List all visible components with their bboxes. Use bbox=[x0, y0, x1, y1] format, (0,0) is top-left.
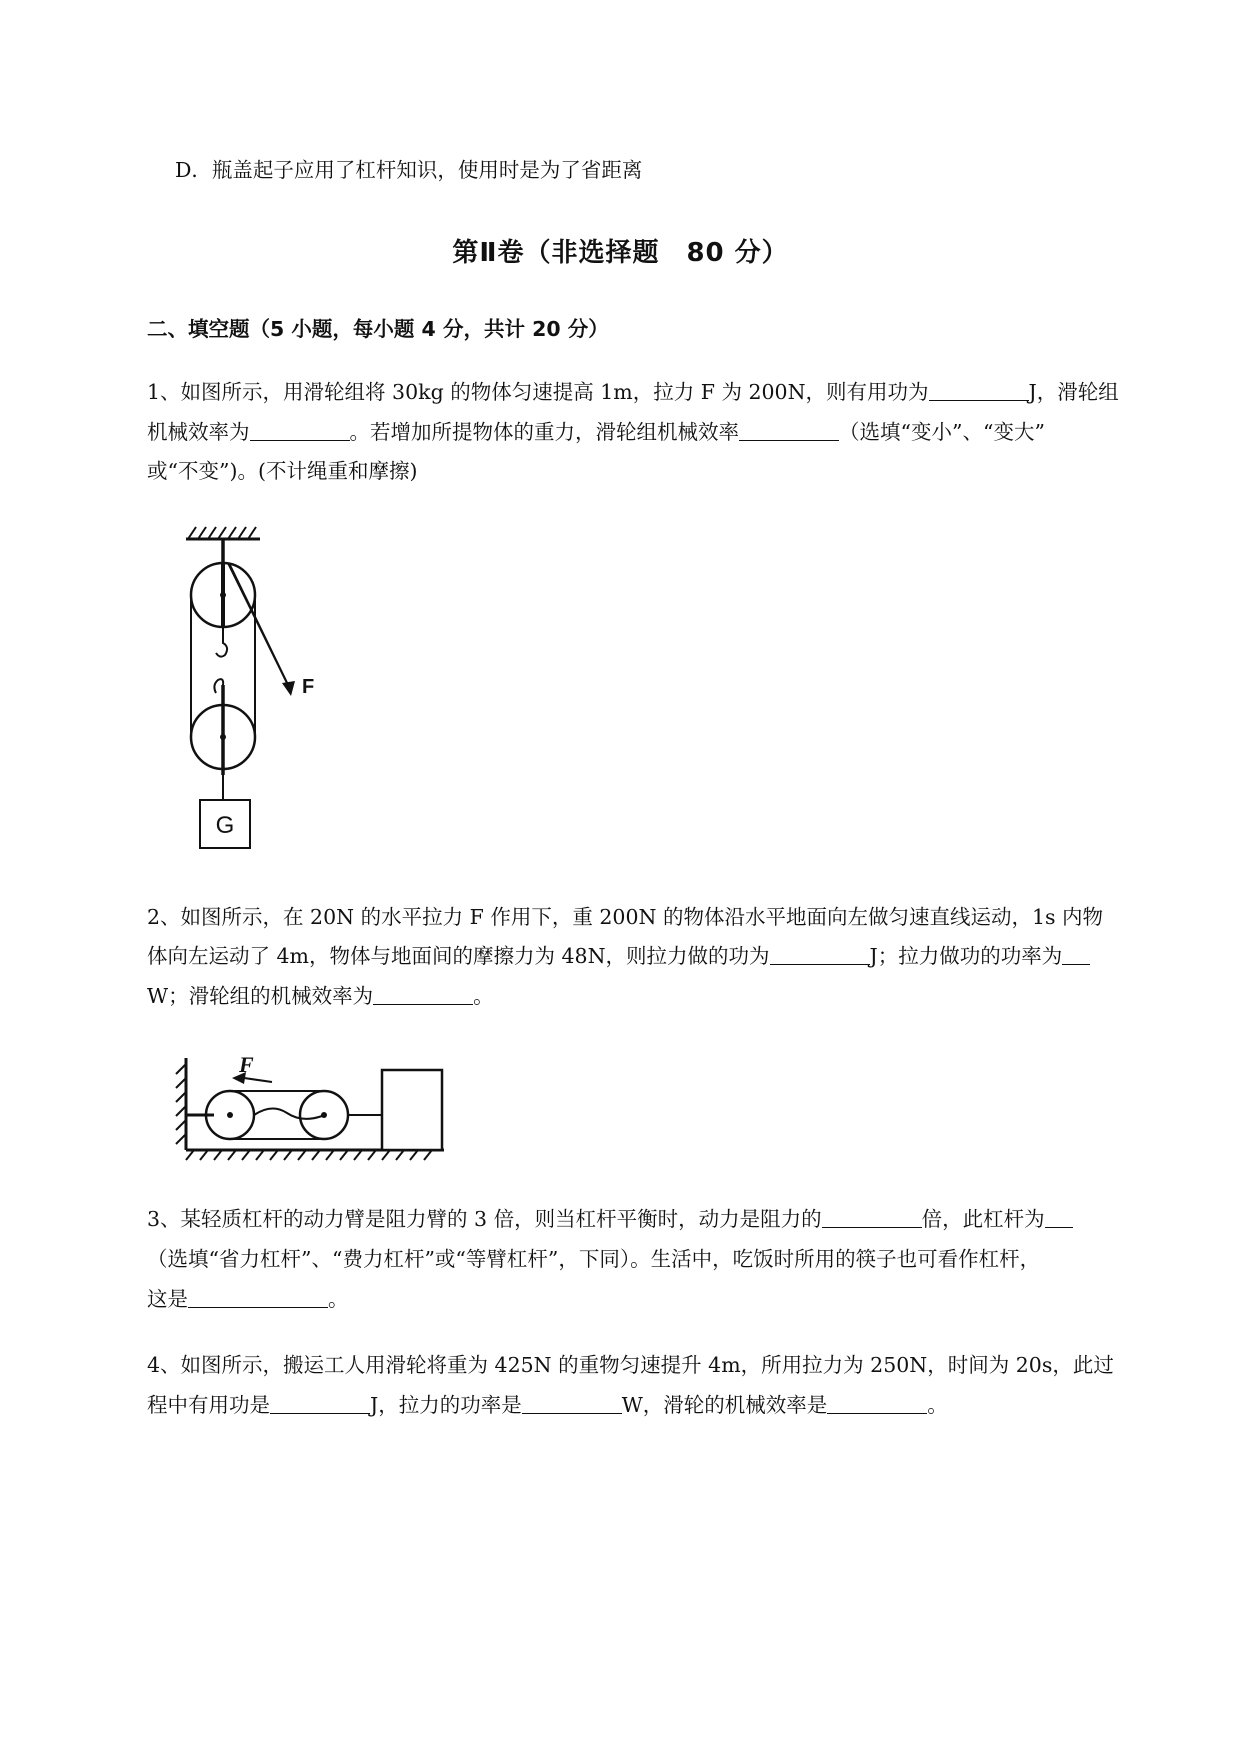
answer-blank[interactable] bbox=[822, 1205, 922, 1228]
q1-text: 机械效率为 bbox=[147, 420, 250, 444]
q1-text: 。若增加所提物体的重力，滑轮组机械效率 bbox=[349, 420, 739, 444]
weight-label: G bbox=[215, 812, 235, 839]
q1-line-3: 或“不变”)。(不计绳重和摩擦) bbox=[147, 459, 418, 483]
option-d: D．瓶盖起子应用了杠杆知识，使用时是为了省距离 bbox=[175, 158, 643, 182]
q2-text: 。 bbox=[473, 984, 494, 1008]
q2-text: J；拉力做功的功率为 bbox=[869, 944, 1063, 968]
horizontal-pulley-figure bbox=[172, 1048, 450, 1166]
answer-blank[interactable] bbox=[250, 418, 350, 441]
answer-blank[interactable] bbox=[1062, 942, 1090, 965]
q2-text: 体向左运动了 4m，物体与地面间的摩擦力为 48N，则拉力做的功为 bbox=[147, 944, 770, 968]
force-arrow-head bbox=[282, 681, 295, 696]
section-title: 二、填空题（5 小题，每小题 4 分，共计 20 分） bbox=[147, 317, 609, 341]
q3-text: 。 bbox=[328, 1287, 349, 1311]
pull-rope bbox=[228, 563, 258, 685]
q3-line-3 bbox=[147, 1284, 349, 1314]
q4-text: J，拉力的功率是 bbox=[370, 1393, 522, 1417]
force-label: F bbox=[239, 1052, 254, 1077]
q4-text: 程中有用功是 bbox=[147, 1393, 270, 1417]
force-label: F bbox=[302, 676, 315, 698]
pulley-figure bbox=[170, 525, 340, 860]
block bbox=[382, 1070, 442, 1150]
q3-text: 这是 bbox=[147, 1287, 188, 1311]
q3-text: 3、某轻质杠杆的动力臂是阻力臂的 3 倍，则当杠杆平衡时，动力是阻力的 bbox=[147, 1207, 822, 1231]
ceiling-hatch bbox=[188, 527, 256, 539]
q2-line-1: 2、如图所示，在 20N 的水平拉力 F 作用下，重 200N 的物体沿水平地面向左做匀速直线运动，1s 内物 bbox=[147, 905, 1104, 929]
answer-blank[interactable] bbox=[1045, 1205, 1073, 1228]
q1-line-2 bbox=[147, 417, 1045, 447]
q1-line-1 bbox=[147, 377, 1119, 407]
answer-blank[interactable] bbox=[188, 1285, 328, 1308]
answer-blank[interactable] bbox=[739, 418, 839, 441]
q3-text: 倍，此杠杆为 bbox=[921, 1207, 1045, 1231]
part-title: 第Ⅱ卷（非选择题 80 分） bbox=[452, 238, 789, 268]
rope-right bbox=[255, 595, 288, 673]
answer-blank[interactable] bbox=[373, 982, 473, 1005]
q3-line-1 bbox=[147, 1204, 1073, 1234]
q4-line-1: 4、如图所示，搬运工人用滑轮将重为 425N 的重物匀速提升 4m，所用拉力为 250N，时间为 20s，此过 bbox=[147, 1353, 1114, 1377]
q4-line-2 bbox=[147, 1390, 948, 1420]
answer-blank[interactable] bbox=[770, 942, 870, 965]
q2-text: W；滑轮组的机械效率为 bbox=[147, 984, 374, 1008]
q1-text: （选填“变小”、“变大” bbox=[839, 420, 1045, 444]
answer-blank[interactable] bbox=[929, 378, 1029, 401]
upper-hook bbox=[216, 627, 227, 657]
q1-text: J，滑轮组 bbox=[1028, 380, 1119, 404]
answer-blank[interactable] bbox=[270, 1391, 370, 1414]
answer-blank[interactable] bbox=[522, 1391, 622, 1414]
q4-text: W，滑轮的机械效率是 bbox=[621, 1393, 828, 1417]
q2-line-3 bbox=[147, 981, 494, 1011]
answer-blank[interactable] bbox=[827, 1391, 927, 1414]
q4-text: 。 bbox=[927, 1393, 948, 1417]
q3-line-2: （选填“省力杠杆”、“费力杠杆”或“等臂杠杆”，下同）。生活中，吃饭时所用的筷子也可看作杠杆， bbox=[147, 1247, 1041, 1271]
q1-text: 1、如图所示，用滑轮组将 30kg 的物体匀速提高 1m，拉力 F 为 200N，则有用功为 bbox=[147, 380, 929, 404]
q2-line-2 bbox=[147, 941, 1090, 971]
